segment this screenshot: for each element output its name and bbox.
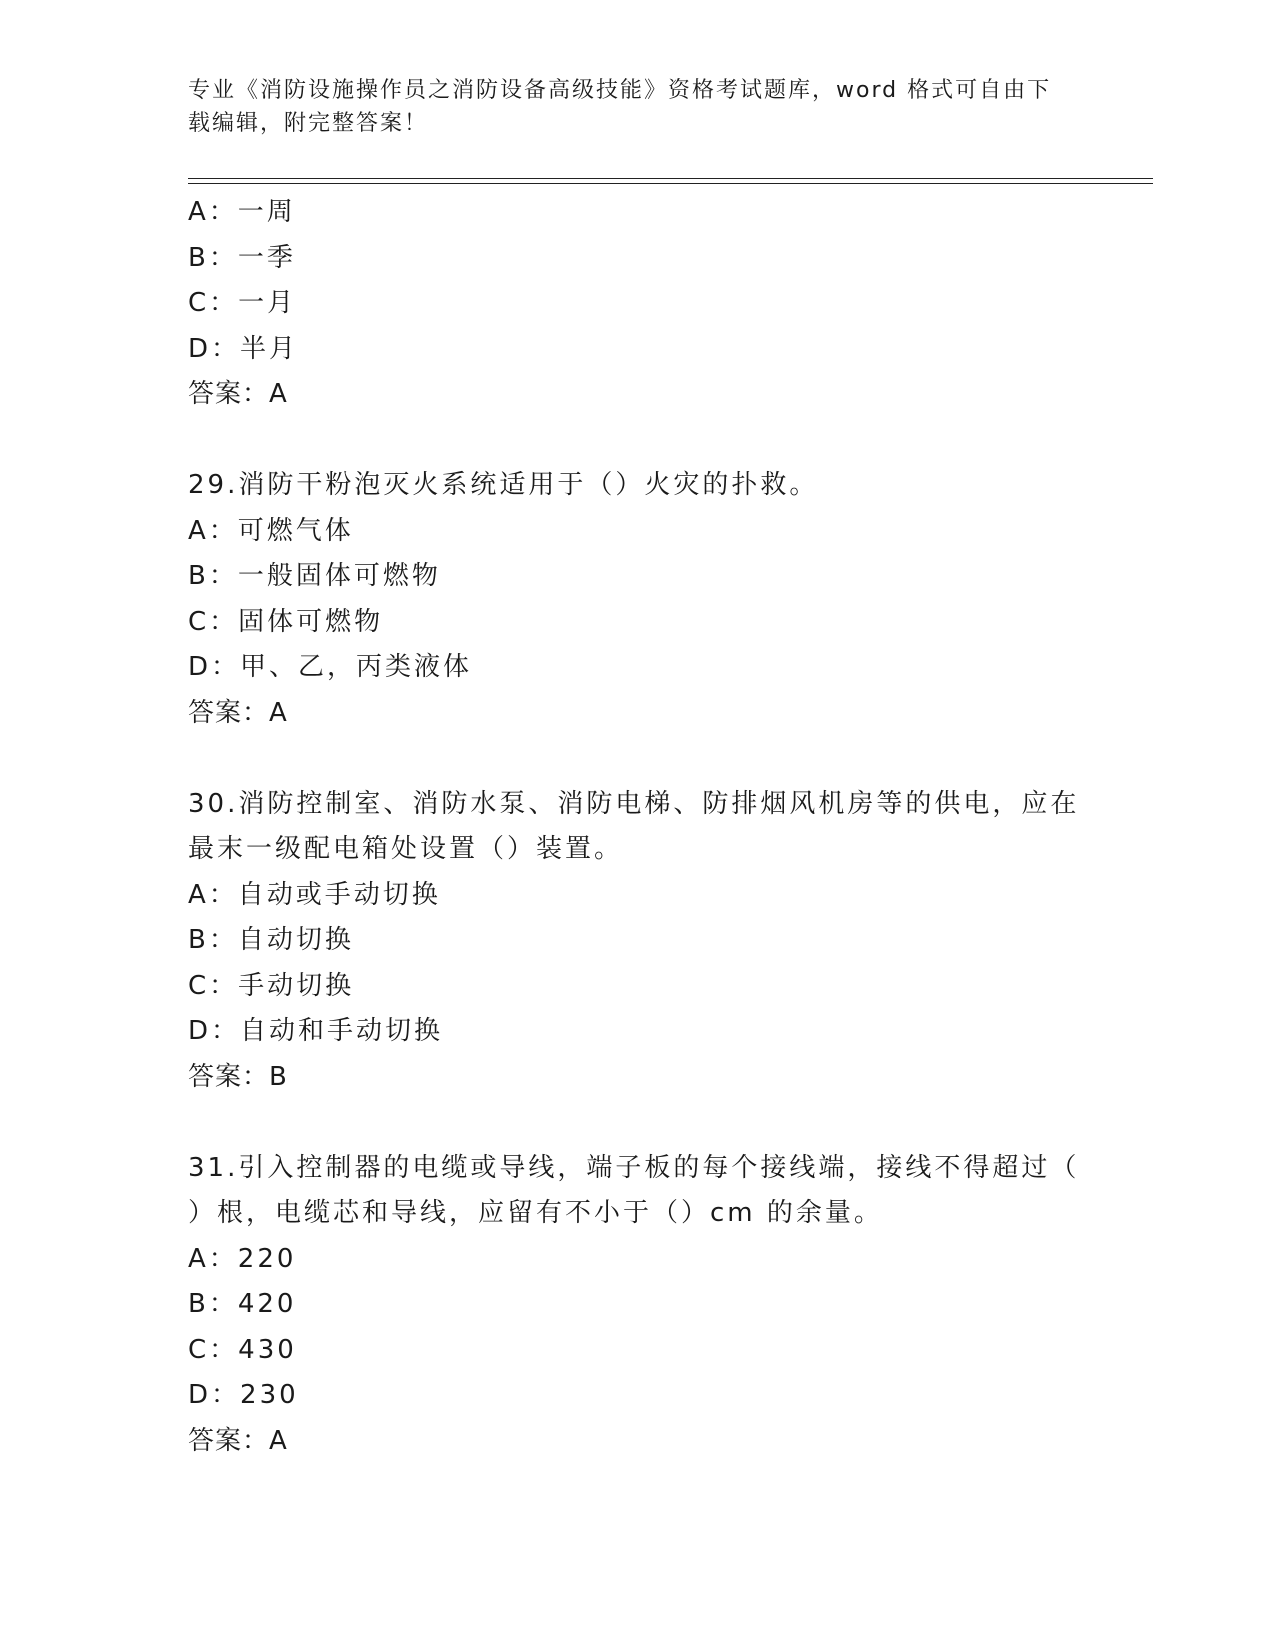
option-b: B：自动切换: [188, 925, 354, 955]
option-a: A：220: [188, 1243, 297, 1274]
header-divider-bottom: [188, 183, 1153, 184]
header-line-1: 专业《消防设施操作员之消防设备高级技能》资格考试题库，word 格式可自由下: [188, 78, 1052, 103]
answer: 答案：A: [188, 697, 288, 728]
option-c: C：固体可燃物: [188, 606, 384, 637]
answer: 答案：A: [188, 379, 288, 409]
option-d: D：半月: [188, 333, 299, 364]
question-28-continued: [188, 190, 1088, 418]
answer: 答案：B: [188, 1061, 288, 1092]
question-29: [188, 463, 1088, 736]
header-line-2: 载编辑，附完整答案！: [188, 111, 429, 136]
question-31: [188, 1146, 1088, 1465]
document-header: [188, 74, 1068, 140]
option-c: C：一月: [188, 288, 297, 318]
option-d: D：230: [188, 1380, 299, 1410]
option-c: C：手动切换: [188, 970, 355, 1001]
question-text-line-2: 最末一级配电箱处设置（）装置。: [188, 834, 624, 864]
question-list: [188, 190, 1088, 1464]
option-d: D：自动和手动切换: [188, 1016, 444, 1046]
question-text-line-1: 30.消防控制室、消防水泵、消防电梯、防排烟风机房等的供电，应在: [188, 788, 1080, 819]
option-b: B：一般固体可燃物: [188, 561, 441, 591]
question-text: 29.消防干粉泡灭火系统适用于（）火灾的扑救。: [188, 470, 819, 500]
question-30: [188, 782, 1088, 1101]
question-text-line-2: ）根，电缆芯和导线，应留有不小于（）cm 的余量。: [188, 1198, 883, 1228]
answer: 答案：A: [188, 1425, 288, 1456]
question-text-line-1: 31.引入控制器的电缆或导线，端子板的每个接线端，接线不得超过（: [188, 1152, 1080, 1183]
option-a: A：自动或手动切换: [188, 879, 441, 910]
option-d: D：甲、乙，丙类液体: [188, 652, 473, 682]
option-b: B：420: [188, 1289, 297, 1319]
header-divider-top: [188, 178, 1153, 179]
option-b: B：一季: [188, 242, 296, 273]
option-c: C：430: [188, 1334, 297, 1365]
option-a: A：可燃气体: [188, 515, 354, 546]
option-a: A：一周: [188, 197, 296, 227]
